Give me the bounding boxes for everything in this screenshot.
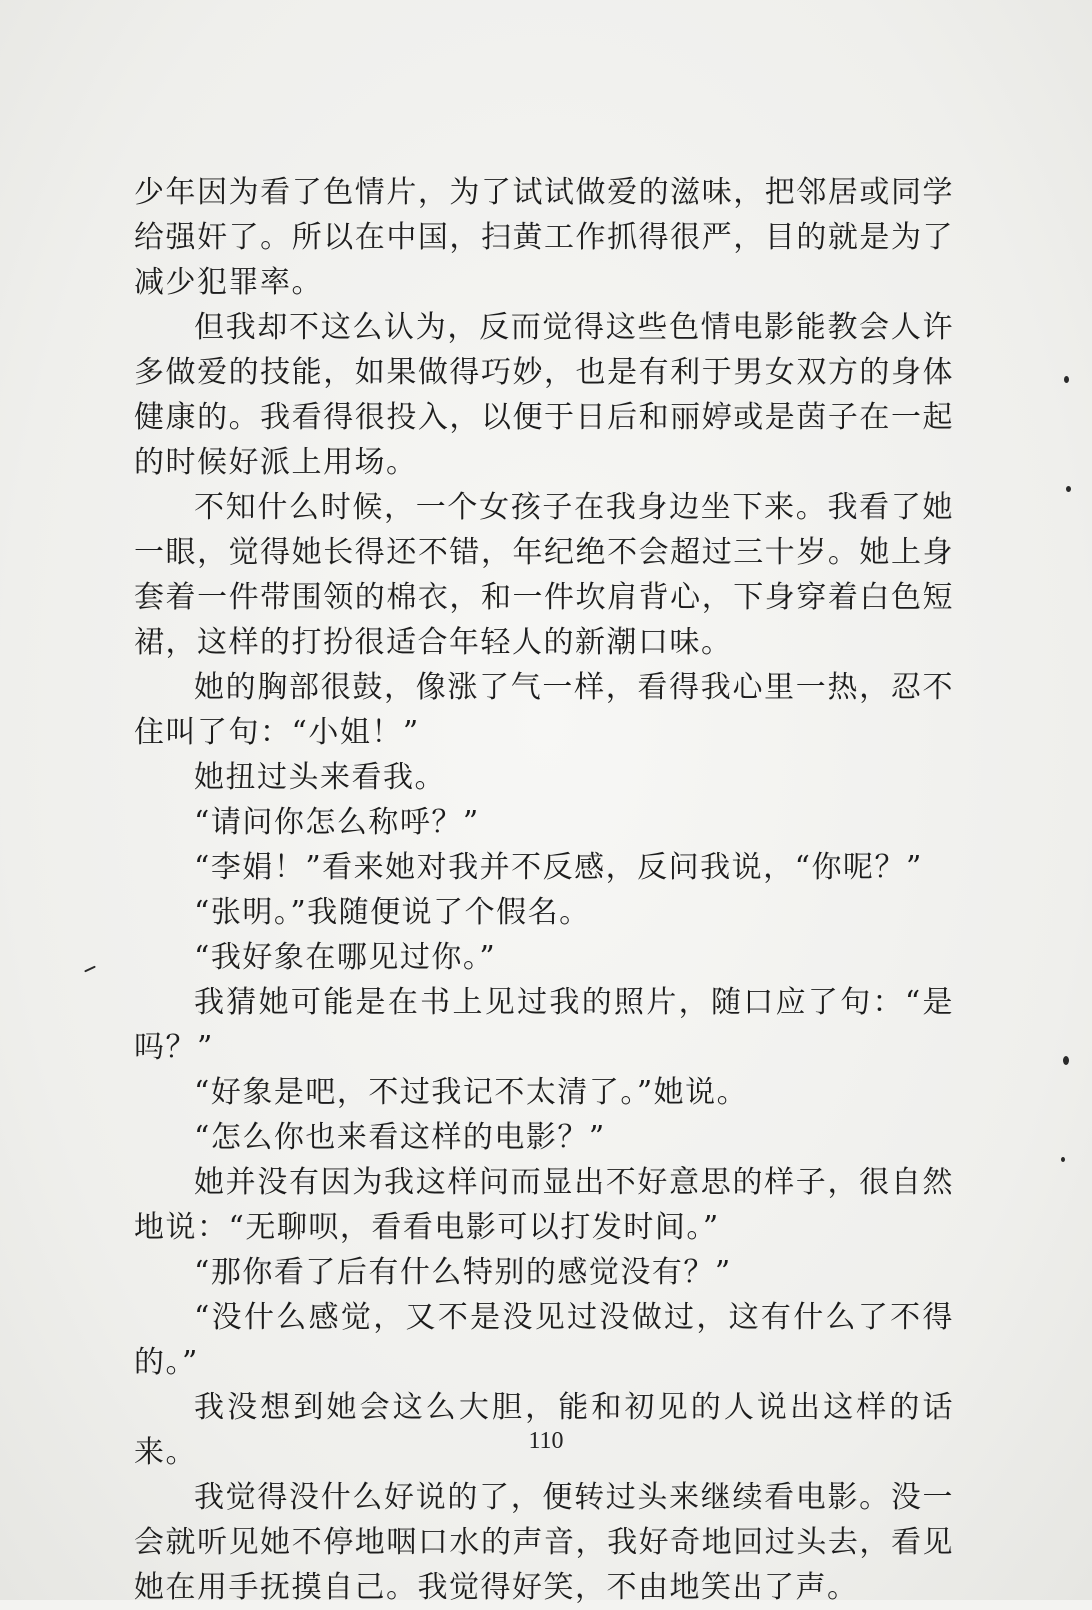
paragraph: 不知什么时候，一个女孩子在我身边坐下来。我看了她一眼，觉得她长得还不错，年纪绝不会超过三十岁。她上身套着一件带围领的棉衣，和一件坎肩背心，下身穿着白色短裙，这样的打扮很适合年轻人的新潮口味。 (134, 490, 954, 660)
scan-speck (1064, 376, 1069, 383)
paragraph: “我好象在哪见过你。” (194, 940, 497, 975)
paragraph: 她并没有因为我这样问而显出不好意思的样子，很自然地说：“无聊呗，看看电影可以打发时间。” (134, 1165, 954, 1245)
paragraph: “没什么感觉，又不是没见过没做过，这有什么了不得的。” (134, 1300, 954, 1380)
paragraph: 但我却不这么认为，反而觉得这些色情电影能教会人许多做爱的技能，如果做得巧妙，也是有利于男女双方的身体健康的。我看得很投入，以便于日后和丽婷或是茵子在一起的时候好派上用场。 (134, 310, 954, 480)
scan-speck (84, 966, 96, 973)
paragraph: 我猜她可能是在书上见过我的照片，随口应了句：“是吗？” (134, 985, 954, 1065)
paragraph: 少年因为看了色情片，为了试试做爱的滋味，把邻居或同学给强奸了。所以在中国，扫黄工作抓得很严，目的就是为了减少犯罪率。 (134, 175, 954, 300)
paragraph: “李娟！”看来她对我并不反感，反问我说，“你呢？” (194, 850, 923, 885)
paragraph: “怎么你也来看这样的电影？” (194, 1120, 606, 1155)
paragraph: “那你看了后有什么特别的感觉没有？” (194, 1255, 732, 1290)
page-number: 110 (528, 1428, 564, 1454)
scan-speck (1063, 1056, 1069, 1065)
paragraph: 我没想到她会这么大胆，能和初见的人说出这样的话来。 (134, 1390, 954, 1470)
paragraph: “请问你怎么称呼？” (194, 805, 480, 840)
paragraph: “张明。”我随便说了个假名。 (194, 895, 591, 930)
scan-speck (1066, 486, 1071, 492)
paragraph: 我觉得没什么好说的了，便转过头来继续看电影。没一会就听见她不停地咽口水的声音，我好奇地回过头去，看见她在用手抚摸自己。我觉得好笑，不由地笑出了声。 (134, 1480, 954, 1605)
paragraph: “好象是吧，不过我记不太清了。”她说。 (194, 1075, 749, 1110)
paragraph: 她扭过头来看我。 (194, 760, 446, 795)
body-text (134, 170, 954, 1610)
scan-speck (1061, 1157, 1065, 1162)
paragraph: 她的胸部很鼓，像涨了气一样，看得我心里一热，忍不住叫了句：“小姐！” (134, 670, 954, 750)
